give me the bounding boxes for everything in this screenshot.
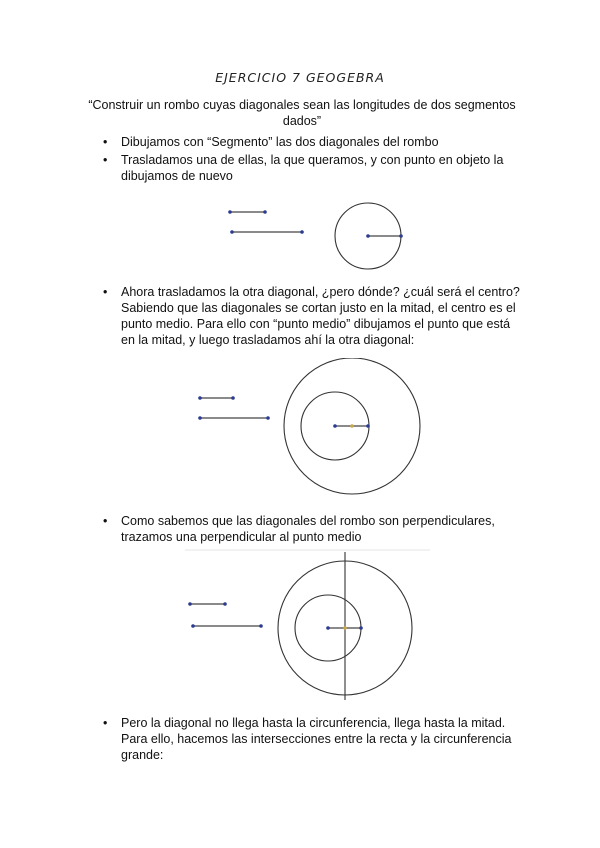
figure-midpoint-and-two-circles	[195, 358, 425, 498]
bullet-icon: •	[103, 153, 108, 167]
step-list-1	[103, 134, 523, 186]
page-title: EJERCICIO 7 GEOGEBRA	[215, 70, 385, 85]
bullet-icon: •	[103, 716, 108, 730]
step-list-3	[103, 513, 523, 547]
bullet-icon: •	[103, 285, 108, 299]
exercise-statement: “Construir un rombo cuyas diagonales sean las longitudes de dos segmentos dados”	[88, 98, 516, 128]
figure-perpendicular-line	[185, 548, 435, 703]
bullet-icon: •	[103, 135, 108, 149]
list-item: • Ahora trasladamos la otra diagonal, ¿pero dónde? ¿cuál será el centro? Sabiendo que las diagonales se cortan justo en la mitad, el centro es el punto medio. Para ello con “punto medio” dibujamos el punto que está en la mitad, y luego trasladamos ahí la otra diagonal:	[103, 285, 520, 347]
list-item: • Trasladamos una de ellas, la que queramos, y con punto en objeto la dibujamos de nuevo	[103, 153, 504, 183]
list-item: • Dibujamos con “Segmento” las dos diagonales del rombo	[103, 135, 439, 149]
list-item: • Como sabemos que las diagonales del rombo son perpendiculares, trazamos una perpendicular al punto medio	[103, 514, 495, 544]
figure-segments-and-circle	[220, 196, 420, 276]
list-item: • Pero la diagonal no llega hasta la circunferencia, llega hasta la mitad. Para ello, hacemos las intersecciones entre la recta y la circunferencia grande:	[103, 716, 512, 762]
step-list-4	[103, 715, 523, 765]
bullet-icon: •	[103, 514, 108, 528]
step-list-2	[103, 284, 523, 350]
